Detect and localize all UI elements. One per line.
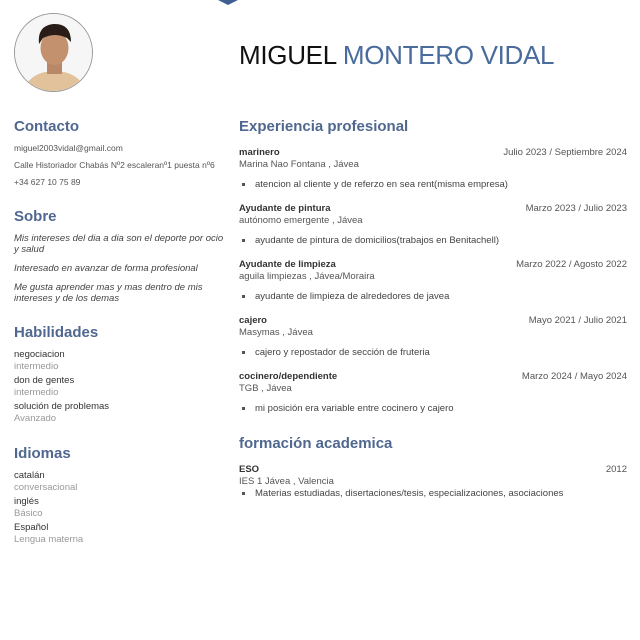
experience-section: [239, 118, 627, 415]
language-level: Básico: [14, 508, 43, 519]
education-title: ESO: [239, 464, 260, 475]
languages-heading: Idiomas: [14, 445, 71, 462]
language-name: inglés: [14, 496, 39, 507]
job-company: Masymas , Jávea: [239, 327, 313, 338]
profile-photo-icon: [15, 14, 93, 92]
skill-level: intermedio: [14, 387, 59, 398]
job-bullet: mi posición era variable entre cocinero y cajero: [239, 403, 627, 415]
education-heading: formación academica: [239, 435, 393, 452]
phone: +34 627 10 75 89: [14, 177, 81, 187]
job-dates: Julio 2023 / Septiembre 2024: [503, 147, 627, 158]
language-name: catalán: [14, 470, 45, 481]
job-title: marinero: [239, 147, 280, 158]
education-section: [239, 435, 627, 500]
main-content: [239, 118, 627, 520]
contact-heading: Contacto: [14, 118, 79, 135]
about-heading: Sobre: [14, 208, 57, 225]
skill-name: don de gentes: [14, 375, 75, 386]
contact-section: [14, 118, 224, 188]
skill-name: solución de problemas: [14, 401, 110, 412]
skill-level: intermedio: [14, 361, 59, 372]
job-title: Ayudante de pintura: [239, 203, 331, 214]
job-title: cocinero/dependiente: [239, 371, 338, 382]
education-date: 2012: [605, 464, 627, 475]
job-dates: Marzo 2024 / Mayo 2024: [521, 371, 627, 382]
job-title: Ayudante de limpieza: [239, 259, 336, 270]
job-bullet: cajero y repostador de sección de fruteria: [239, 347, 627, 359]
job-entry: [239, 147, 627, 191]
language-level: conversacional: [14, 482, 78, 493]
address: Calle Historiador Chabás Nº2 escaleranº1 puesta nº6: [14, 160, 215, 170]
job-company: Marina Nao Fontana , Jávea: [239, 159, 359, 170]
skill-name: negociacion: [14, 349, 65, 360]
experience-heading: Experiencia profesional: [239, 118, 409, 135]
page-title: [239, 40, 554, 71]
skills-heading: Habilidades: [14, 324, 99, 341]
about-section: [14, 208, 224, 304]
job-dates: Marzo 2023 / Julio 2023: [525, 203, 627, 214]
education-bullet: Materias estudiadas, disertaciones/tesis, especializaciones, asociaciones: [239, 488, 627, 500]
job-company: aguila limpiezas , Jávea/Moraira: [239, 271, 375, 282]
job-bullet: atencion al cliente y de referzo en sea rent(misma empresa): [239, 179, 627, 191]
job-entry: [239, 203, 627, 247]
education-school: IES 1 Jávea , Valencia: [239, 476, 334, 487]
job-entry: [239, 315, 627, 359]
email: miguel2003vidal@gmail.com: [14, 143, 123, 153]
languages-section: [14, 445, 224, 546]
job-company: TGB , Jávea: [239, 383, 292, 394]
about-line: Interesado en avanzar de forma profesional: [14, 263, 198, 274]
language-name: Español: [14, 522, 49, 533]
skill-level: Avanzado: [14, 413, 57, 424]
first-name: MIGUEL: [239, 40, 336, 70]
avatar: [14, 13, 93, 92]
job-entry: [239, 371, 627, 415]
job-company: autónomo emergente , Jávea: [239, 215, 363, 226]
sidebar: [14, 118, 224, 566]
job-dates: Marzo 2022 / Agosto 2022: [516, 259, 627, 270]
language-level: Lengua materna: [14, 534, 84, 545]
job-bullet: ayudante de pintura de domicilios(trabajos en Benitachell): [239, 235, 627, 247]
job-dates: Mayo 2021 / Julio 2021: [528, 315, 627, 326]
job-entry: [239, 259, 627, 303]
about-line: Mis intereses del dia a dia son el deporte por ocio y salud: [14, 233, 224, 255]
job-title: cajero: [239, 315, 267, 326]
about-line: Me gusta aprender mas y mas dentro de mis intereses y de los demas: [14, 282, 203, 304]
last-name: MONTERO VIDAL: [342, 40, 555, 70]
skills-section: [14, 324, 224, 425]
job-bullet: ayudante de limpieza de alrededores de javea: [239, 291, 627, 303]
decorative-hexagon: [213, 0, 243, 5]
